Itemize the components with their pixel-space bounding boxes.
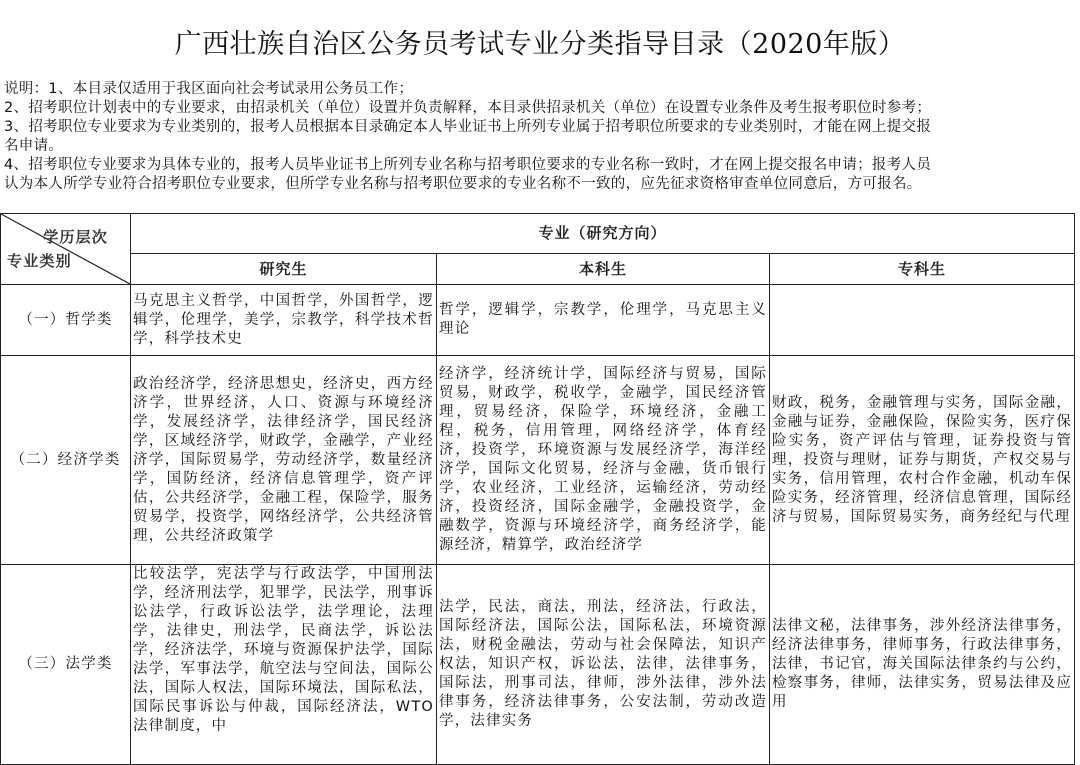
- note-line: 名申请。: [4, 138, 64, 154]
- undergraduate-cell: 法学，民法，商法，刑法，经济法，行政法，国际经济法，国际公法，国际私法，环境资源法，财税金融法，劳动与社会保障法，知识产权法，知识产权，诉讼法，法律，法律事务，国际法，刑事司法，律师，涉外法律，涉外法律事务，经济法律事务，公安法制，劳动改造学，法律实务: [437, 565, 770, 765]
- corner-header: [1, 214, 131, 285]
- column-header-graduate: 研究生: [131, 254, 437, 285]
- undergraduate-cell: 经济学，经济统计学，国际经济与贸易，国际贸易，财政学，税收学，金融学，国民经济管理，贸易经济，保险学，环境经济，金融工程，税务，信用管理，网络经济学，体育经济，投资学，环境资源与发展经济学，海洋经济学，国际文化贸易，经济与金融，货币银行学，农业经济，工业经济，运输经济，劳动经济，投资经济，国际金融学，金融投资学，金融数学，资源与环境经济学，商务经济学，能源经济，精算学，政治经济学: [437, 356, 770, 565]
- category-cell: （一）哲学类: [1, 285, 131, 356]
- table-row: [1, 285, 1075, 356]
- graduate-cell: 马克思主义哲学，中国哲学，外国哲学，逻辑学，伦理学，美学，宗教学，科学技术哲学，科学技术史: [131, 285, 437, 356]
- associate-cell: 法律文秘，法律事务，涉外经济法律事务，经济法律事务，律师事务，行政法律事务，法律，书记官，海关国际法律条约与公约，检察事务，律师，法律实务，贸易法律及应用: [770, 565, 1075, 765]
- diagonal-divider-icon: [1, 214, 130, 284]
- corner-label-education-level: 学历层次: [43, 228, 108, 246]
- note-line: 认为本人所学专业符合招考职位专业要求，但所学专业名称与招考职位要求的专业名称不一致的，应先征求资格审查单位同意后，方可报名。: [4, 176, 922, 192]
- note-line: 3、招考职位专业要求为专业类别的，报考人员根据本目录确定本人毕业证书上所列专业属于招考职位所要求的专业类别时，才能在网上提交报: [4, 119, 932, 135]
- undergraduate-cell: 哲学，逻辑学，宗教学，伦理学，马克思主义理论: [437, 285, 770, 356]
- instructions: [4, 80, 1076, 194]
- major-classification-table: [0, 213, 1075, 765]
- graduate-cell: 政治经济学，经济思想史，经济史，西方经济学，世界经济，人口、资源与环境经济学，发展经济学，法律经济学，国民经济学，区域经济学，财政学，金融学，产业经济学，国际贸易学，劳动经济学，数量经济学，国防经济，经济信息管理学，资产评估，公共经济学，金融工程，保险学，服务贸易学，投资学，网络经济学，公共经济管理，公共经济政策学: [131, 356, 437, 565]
- corner-label-major-category: 专业类别: [7, 252, 72, 270]
- note-line: 4、招考职位专业要求为具体专业的，报考人员毕业证书上所列专业名称与招考职位要求的专业名称一致时，才在网上提交报名申请；报考人员: [4, 157, 932, 173]
- group-header: 专业（研究方向）: [131, 214, 1075, 254]
- table-row: [1, 565, 1075, 765]
- note-line: 2、招考职位计划表中的专业要求，由招录机关（单位）设置并负责解释，本目录供招录机关（单位）在设置专业条件及考生报考职位时参考；: [4, 100, 932, 116]
- category-cell: （三）法学类: [1, 565, 131, 765]
- graduate-cell: 比较法学，宪法学与行政法学，中国刑法学，经济刑法学，犯罪学，民法学，刑事诉讼法学，行政诉讼法学，法学理论，法理学，法律史，刑法学，民商法学，诉讼法学，经济法学，环境与资源保护法学，国际法学，军事法学，航空法与空间法，国际公法，国际人权法，国际环境法，国际私法，国际民事诉讼与仲裁，国际经济法，WTO法律制度，中: [131, 565, 437, 765]
- column-header-associate: 专科生: [770, 254, 1075, 285]
- table-row: [1, 356, 1075, 565]
- category-cell: （二）经济学类: [1, 356, 131, 565]
- associate-cell: 财政，税务，金融管理与实务，国际金融，金融与证券，金融保险，保险实务，医疗保险实务，资产评估与管理，证券投资与管理，投资与理财，证券与期货，产权交易与实务，信用管理，农村合作金融，机动车保险实务，经济管理，经济信息管理，国际经济与贸易，国际贸易实务，商务经纪与代理: [770, 356, 1075, 565]
- column-header-undergraduate: 本科生: [437, 254, 770, 285]
- associate-cell: [770, 285, 1075, 356]
- document-title: 广西壮族自治区公务员考试专业分类指导目录（2020年版）: [174, 29, 906, 60]
- note-line: 说明：1、本目录仅适用于我区面向社会考试录用公务员工作；: [4, 81, 414, 97]
